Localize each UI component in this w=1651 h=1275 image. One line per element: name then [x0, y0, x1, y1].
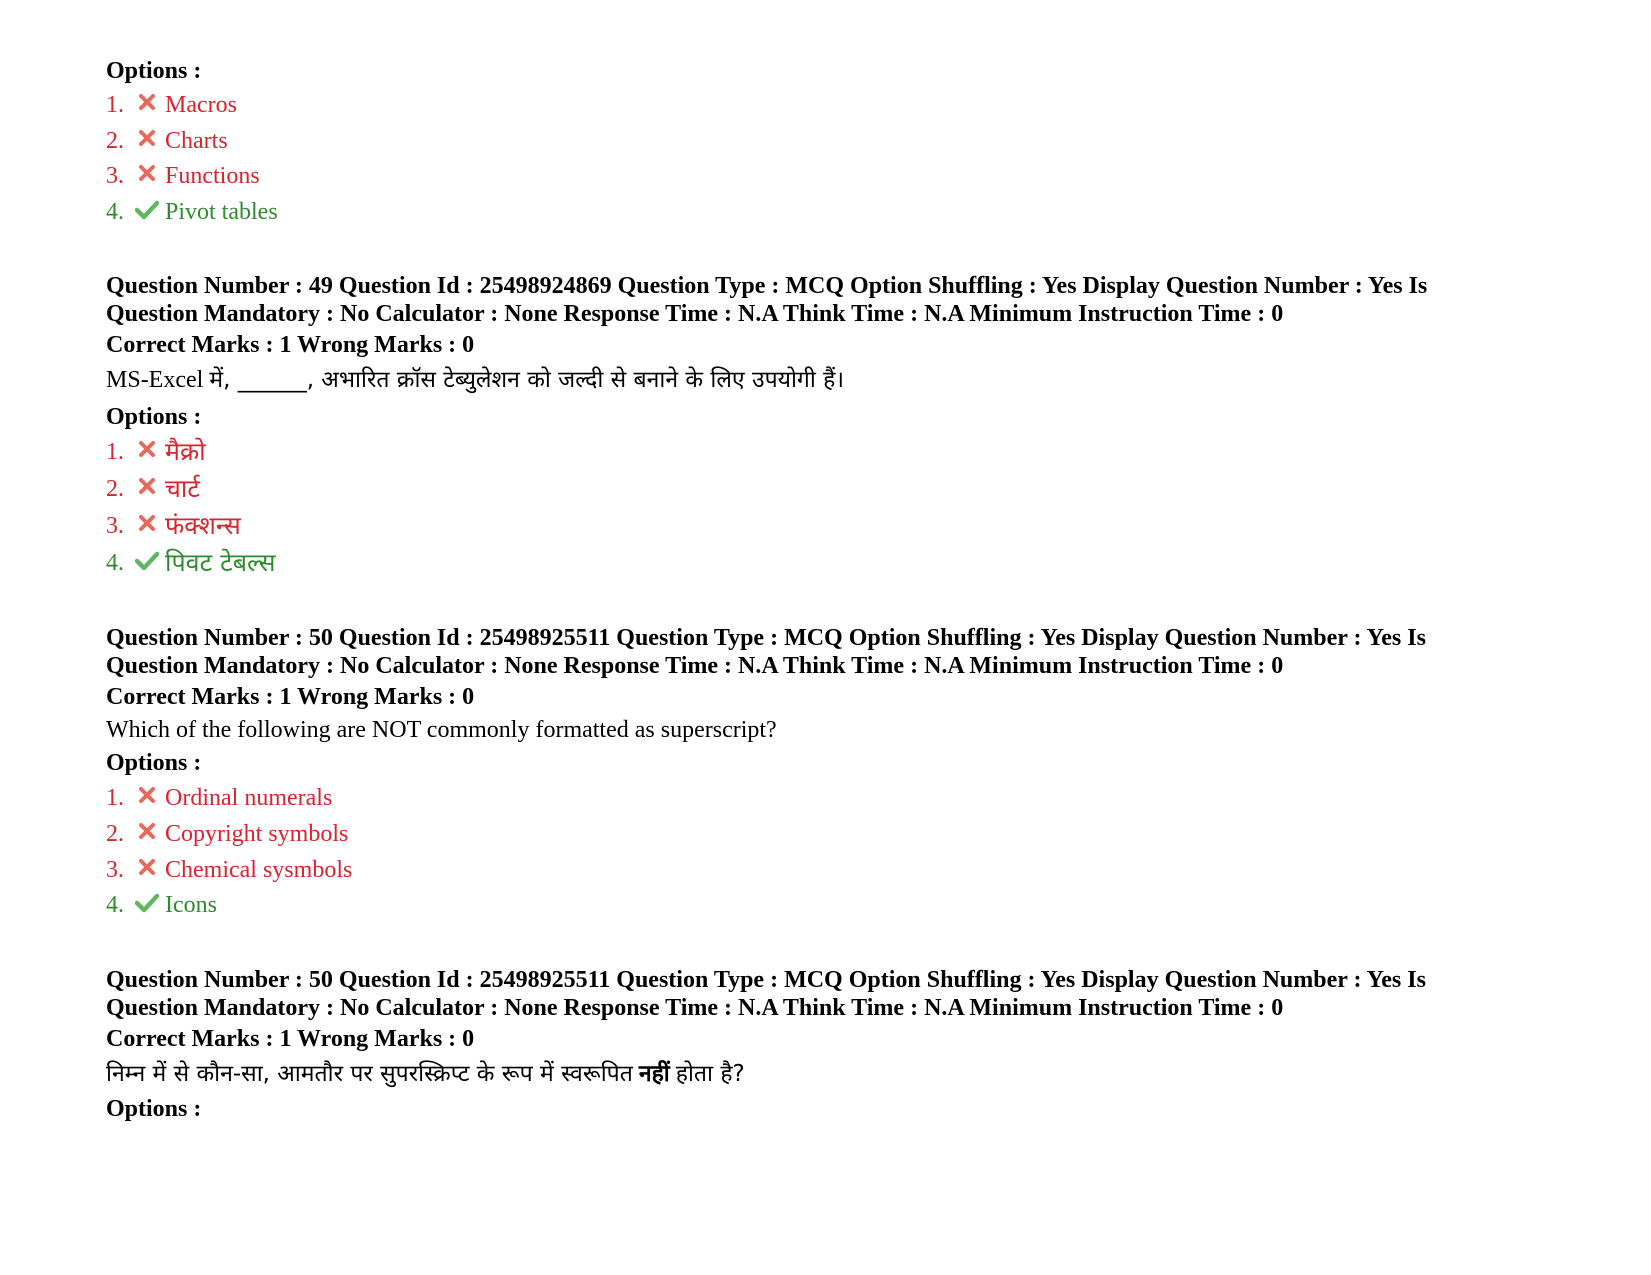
option-number: 3. [106, 163, 124, 189]
meta-line: Question Number : 50 Question Id : 25498925511 Question Type : MCQ Option Shuffling : Yes Display Question Number : Yes Is [106, 625, 1426, 651]
option-number: 3. [106, 857, 124, 883]
cross-icon [135, 477, 159, 501]
question-part: होता है? [675, 1061, 745, 1087]
cross-icon [135, 164, 159, 188]
option-2 [106, 124, 228, 158]
check-icon [135, 200, 159, 224]
option-1 [106, 781, 332, 815]
cross-icon [135, 822, 159, 846]
check-icon [135, 893, 159, 917]
option-number: 1. [106, 92, 124, 118]
cross-icon [135, 129, 159, 153]
option-number: 2. [106, 821, 124, 847]
option-4 [106, 195, 278, 229]
question-50-text: Which of the following are NOT commonly formatted as superscript? [106, 717, 777, 743]
option-number: 4. [106, 199, 124, 225]
options-label: Options : [106, 750, 202, 776]
question-50-hindi-meta [106, 966, 1526, 1022]
question-49-meta [106, 272, 1526, 328]
option-number: 3. [106, 513, 124, 539]
option-number: 4. [106, 892, 124, 918]
option-2 [106, 817, 348, 851]
question-part: निम्न में से कौन-सा, आमतौर पर सुपरस्क्रिप्ट के रूप में स्वरूपित [106, 1061, 633, 1087]
question-hindi: में, ______, अभारित क्रॉस टेब्युलेशन को जल्दी से बनाने के लिए उपयोगी हैं। [209, 367, 845, 393]
option-text: Functions [165, 163, 260, 189]
meta-line: Question Mandatory : No Calculator : None Response Time : N.A Think Time : N.A Minimum Instruction Time : 0 [106, 995, 1284, 1021]
option-text: फंक्शन्स [165, 511, 241, 540]
question-50-meta [106, 624, 1526, 680]
options-label: Options : [106, 404, 202, 430]
option-text: चार्ट [165, 474, 200, 503]
option-text: Copyright symbols [165, 821, 349, 847]
cross-icon [135, 514, 159, 538]
option-number: 1. [106, 785, 124, 811]
meta-line: Question Mandatory : No Calculator : None Response Time : N.A Think Time : N.A Minimum Instruction Time : 0 [106, 653, 1284, 679]
options-label: Options : [106, 1096, 202, 1122]
check-icon [135, 551, 159, 575]
option-text: पिवट टेबल्स [165, 548, 276, 577]
option-text: Icons [165, 892, 217, 918]
question-49-text [106, 364, 1546, 396]
option-4 [106, 546, 275, 580]
meta-line: Question Number : 50 Question Id : 25498925511 Question Type : MCQ Option Shuffling : Yes Display Question Number : Yes Is [106, 967, 1426, 993]
question-50-marks: Correct Marks : 1 Wrong Marks : 0 [106, 684, 475, 710]
options-label: Options : [106, 58, 202, 84]
cross-icon [135, 93, 159, 117]
option-number: 2. [106, 128, 124, 154]
meta-line: Question Mandatory : No Calculator : None Response Time : N.A Think Time : N.A Minimum Instruction Time : 0 [106, 301, 1284, 327]
question-emphasis: नहीं [638, 1061, 670, 1087]
option-text: Charts [165, 128, 228, 154]
meta-line: Question Number : 49 Question Id : 25498924869 Question Type : MCQ Option Shuffling : Yes Display Question Number : Yes Is [106, 273, 1428, 299]
option-text: मैक्रो [165, 437, 206, 466]
option-3 [106, 159, 260, 193]
question-prefix: MS-Excel [106, 367, 204, 393]
question-49-marks: Correct Marks : 1 Wrong Marks : 0 [106, 332, 475, 358]
option-text: Macros [165, 92, 237, 118]
option-3 [106, 509, 241, 543]
option-number: 1. [106, 439, 124, 465]
option-text: Ordinal numerals [165, 785, 333, 811]
question-50-hindi-marks: Correct Marks : 1 Wrong Marks : 0 [106, 1026, 475, 1052]
cross-icon [135, 786, 159, 810]
option-1 [106, 88, 237, 122]
option-1 [106, 435, 206, 469]
option-number: 2. [106, 476, 124, 502]
cross-icon [135, 440, 159, 464]
question-50-hindi-text [106, 1058, 1546, 1090]
option-text: Chemical sysmbols [165, 857, 353, 883]
cross-icon [135, 858, 159, 882]
option-number: 4. [106, 550, 124, 576]
option-4 [106, 888, 217, 922]
option-3 [106, 853, 352, 887]
option-2 [106, 472, 200, 506]
option-text: Pivot tables [165, 199, 278, 225]
